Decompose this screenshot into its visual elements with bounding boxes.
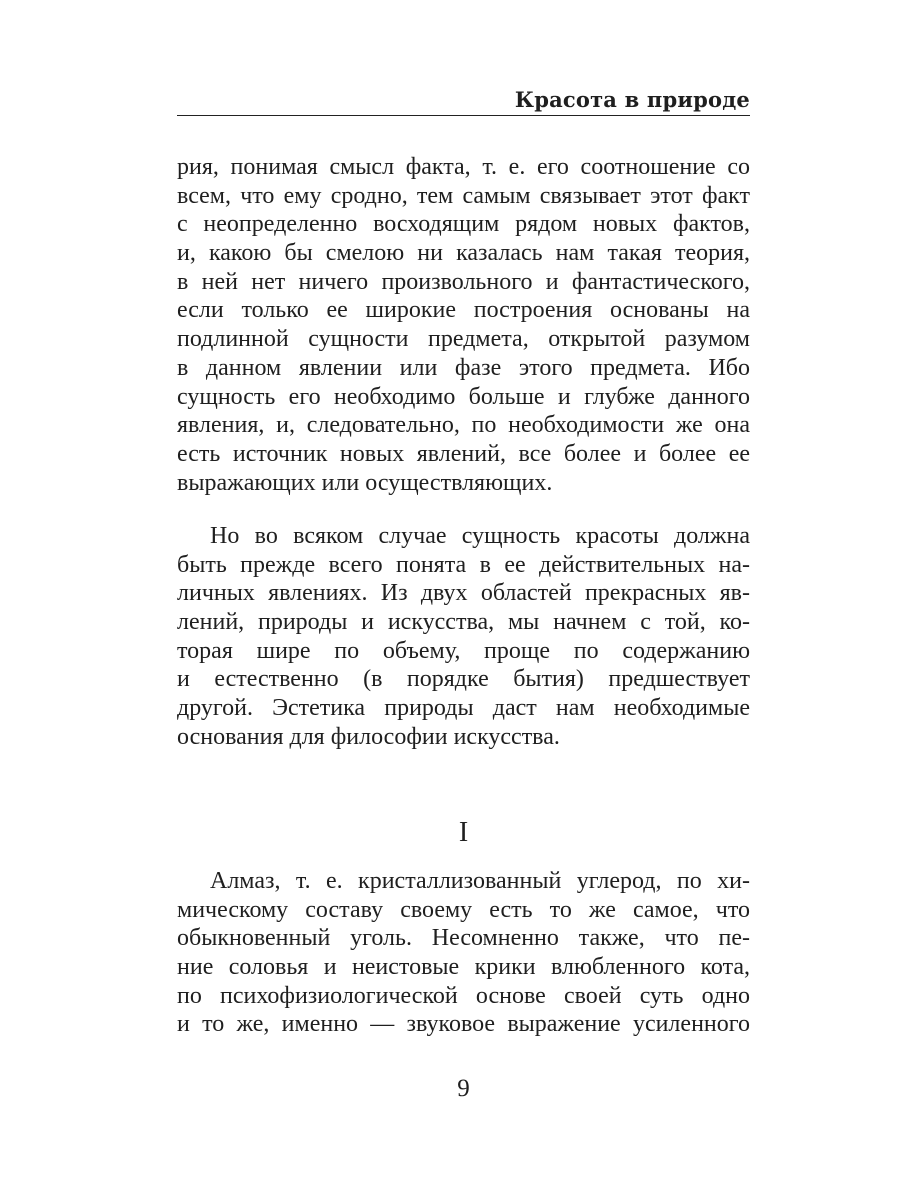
text-line: всем, что ему сродно, тем самым связывает этот факт (177, 182, 750, 209)
text-line: торая шире по объему, проще по содержанию (177, 637, 750, 664)
text-line: и естественно (в порядке бытия) предшествует (177, 666, 750, 693)
paragraph-continued (177, 153, 750, 497)
text-line: лений, природы и искусства, мы начнем с той, ко- (177, 609, 750, 636)
text-line: рия, понимая смысл факта, т. е. его соотношение со (177, 154, 750, 180)
text-line: Алмаз, т. е. кристаллизованный углерод, по хи- (210, 868, 750, 894)
text-line: выражающих или осуществляющих. (177, 469, 553, 496)
text-line: по психофизиологической основе своей суть одно (177, 982, 750, 1009)
text-line: основания для философии искусства. (177, 723, 560, 750)
text-line: другой. Эстетика природы даст нам необходимые (177, 695, 750, 722)
text-line: личных явлениях. Из двух областей прекрасных яв- (177, 580, 750, 607)
text-line: с неопределенно восходящим рядом новых фактов, (177, 211, 750, 238)
text-line: мическому составу своему есть то же самое, что (177, 896, 750, 923)
text-line: ние соловья и неистовые крики влюбленного кота, (177, 954, 750, 981)
section-number: I (458, 817, 469, 848)
text-line: сущность его необходимо больше и глубже данного (177, 383, 750, 410)
header-rule (177, 115, 750, 116)
text-line: и, какою бы смелою ни казалась нам такая теория, (177, 240, 750, 267)
text-line: в данном явлении или фазе этого предмета. Ибо (177, 354, 750, 381)
text-line: подлинной сущности предмета, открытой разумом (177, 326, 750, 353)
book-page (177, 0, 750, 1200)
running-title: Красота в природе (514, 87, 750, 112)
paragraph (177, 867, 750, 1039)
text-line: и то же, именно — звуковое выражение усиленного (177, 1011, 750, 1038)
paragraph (177, 522, 750, 752)
page-number: 9 (457, 1075, 470, 1102)
text-line: в ней нет ничего произвольного и фантастического, (177, 268, 750, 295)
text-line: если только ее широкие построения основаны на (177, 297, 750, 324)
text-line: обыкновенный уголь. Несомненно также, что пе- (177, 925, 750, 952)
text-line: есть источник новых явлений, все более и более ее (177, 440, 750, 467)
text-line: быть прежде всего понята в ее действительных на- (177, 551, 750, 578)
text-line: явления, и, следовательно, по необходимости же она (177, 412, 750, 439)
text-line: Но во всяком случае сущность красоты должна (210, 523, 750, 549)
